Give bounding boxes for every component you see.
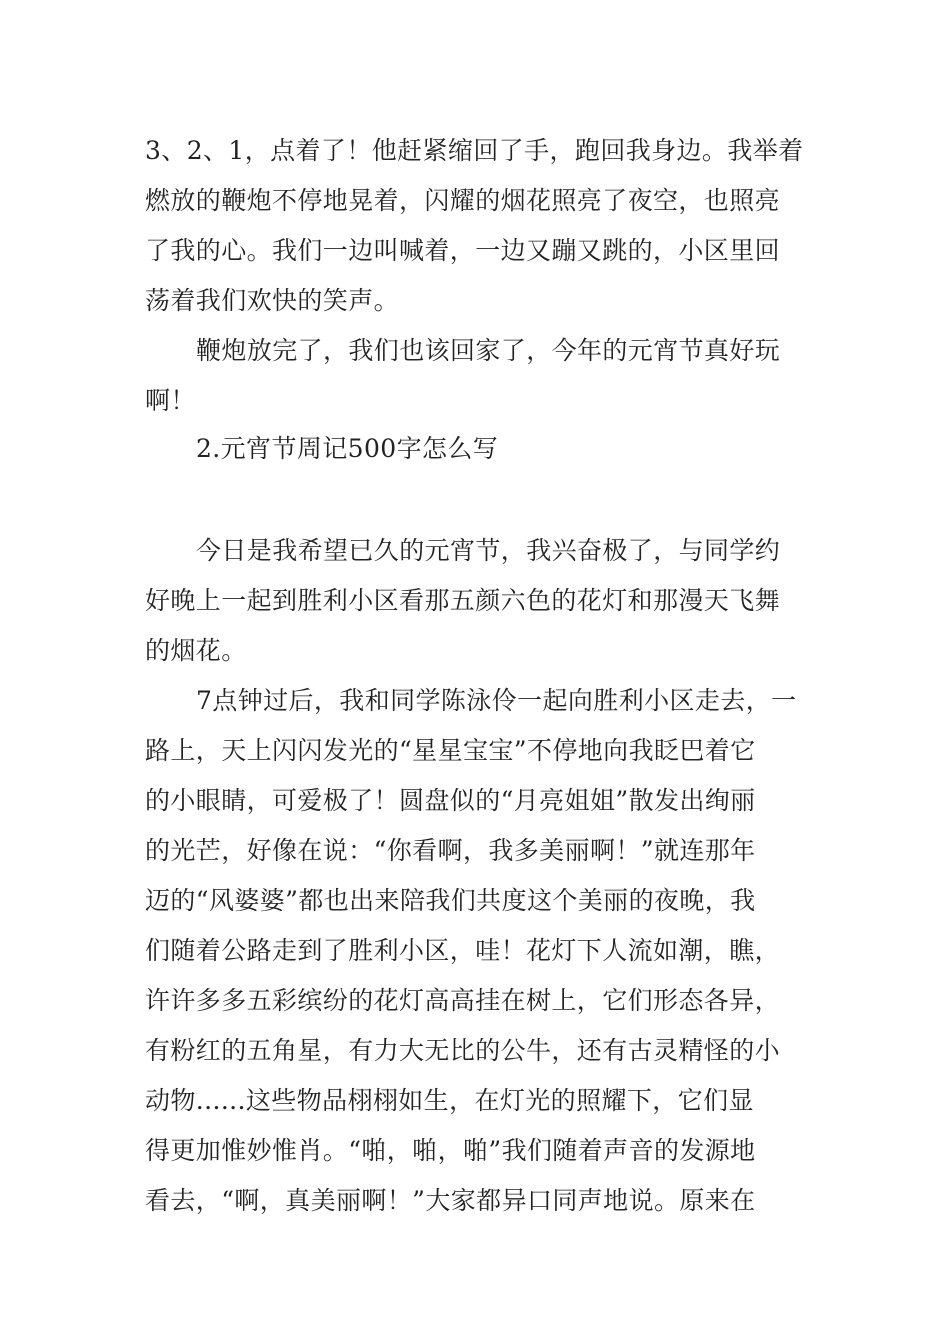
text-line: 的光芒，好像在说：“你看啊，我多美丽啊！”就连那年 [145,836,756,865]
text-line: 的小眼睛，可爱极了！圆盘似的“月亮姐姐”散发出绚丽 [145,786,756,815]
text-line: 许许多多五彩缤纷的花灯高高挂在树上，它们形态各异， [145,986,781,1015]
text-line: 啊！ [145,386,196,415]
text-line: 动物......这些物品栩栩如生，在灯光的照耀下，它们显 [145,1086,754,1115]
section-heading: 2.元宵节周记500字怎么写 [196,434,499,463]
text-line: 燃放的鞭炮不停地晃着，闪耀的烟花照亮了夜空，也照亮 [145,186,781,215]
text-line: 鞭炮放完了，我们也该回家了，今年的元宵节真好玩 [196,336,781,365]
text-line: 荡着我们欢快的笑声。 [145,286,400,315]
text-line: 得更加惟妙惟肖。“啪，啪，啪”我们随着声音的发源地 [145,1136,756,1165]
text-line: 看去，“啊，真美丽啊！”大家都异口同声地说。原来在 [145,1186,756,1215]
text-line: 有粉红的五角星，有力大无比的公牛，还有古灵精怪的小 [145,1036,781,1065]
text-line: 们随着公路走到了胜利小区，哇！花灯下人流如潮，瞧， [145,936,781,965]
text-line: 路上，天上闪闪发光的“星星宝宝”不停地向我眨巴着它 [145,736,756,765]
text-line: 好晚上一起到胜利小区看那五颜六色的花灯和那漫天飞舞 [145,586,781,615]
text-line: 3、2、1，点着了！他赶紧缩回了手，跑回我身边。我举着 [145,136,804,165]
text-line: 今日是我希望已久的元宵节，我兴奋极了，与同学约 [196,536,781,565]
text-line: 的烟花。 [145,636,247,665]
text-line: 迈的“风婆婆”都也出来陪我们共度这个美丽的夜晚，我 [145,886,756,915]
text-line: 7点钟过后，我和同学陈泳伶一起向胜利小区走去，一 [196,686,797,715]
text-line: 了我的心。我们一边叫喊着，一边又蹦又跳的，小区里回 [145,236,781,265]
